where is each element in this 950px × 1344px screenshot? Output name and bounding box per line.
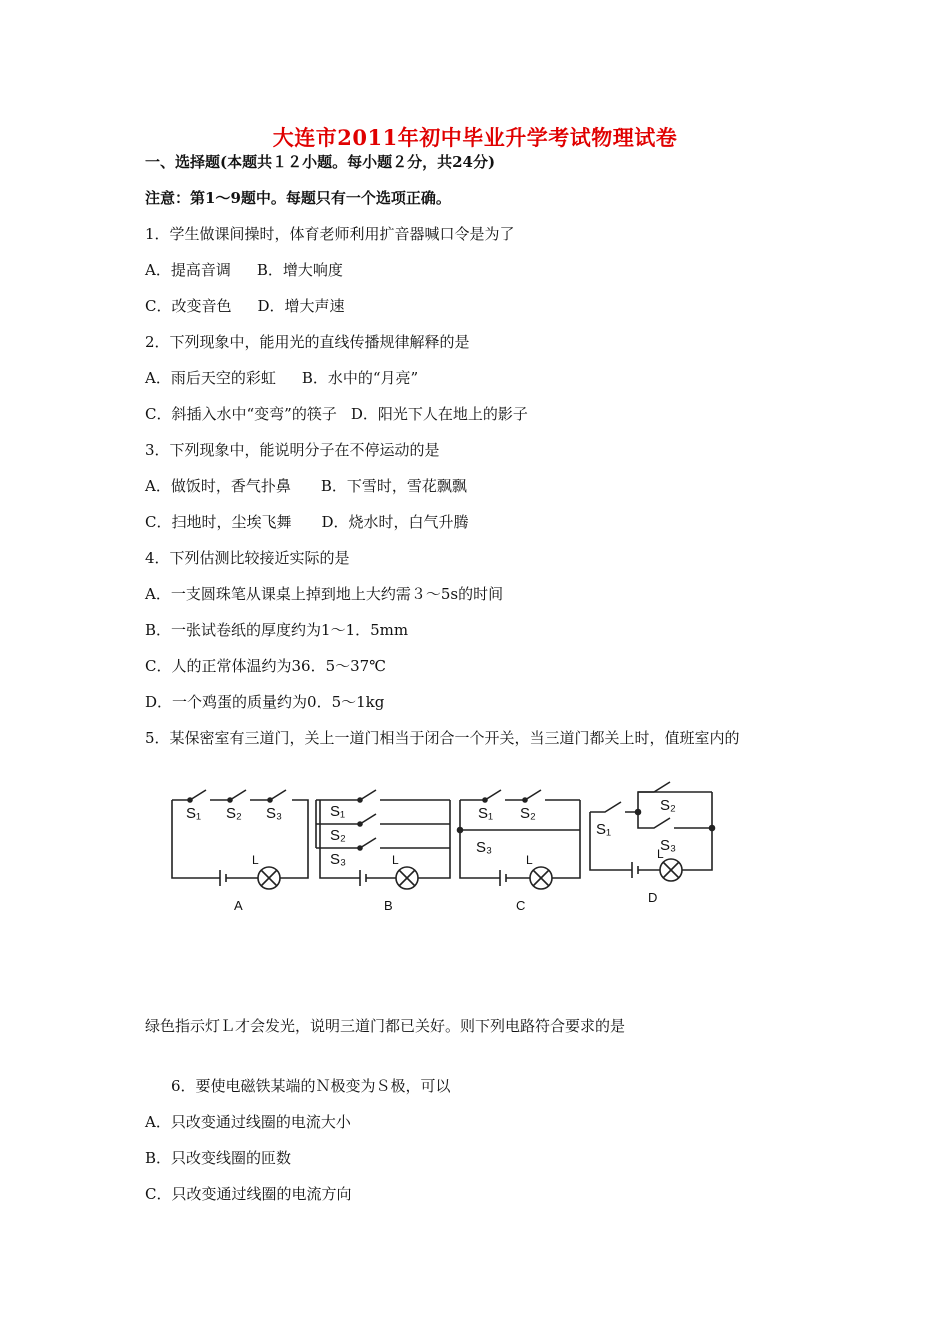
circuit-a-lamp-label: L	[252, 853, 259, 867]
q6-option-c: C．只改变通过线圈的电流方向	[145, 1185, 352, 1203]
q2-options-cd	[145, 404, 528, 424]
q3-option-a: A．做饭时，香气扑鼻	[145, 477, 291, 495]
circuit-c-lamp-label: L	[526, 853, 533, 867]
q1-options-cd	[145, 296, 345, 316]
q4-stem: 4．下列估测比较接近实际的是	[145, 549, 350, 567]
circuit-d	[590, 782, 715, 905]
q6-option-b: B．只改变线圈的匝数	[145, 1149, 292, 1167]
circuit-b-label: B	[384, 898, 393, 913]
q1-options-ab	[145, 260, 343, 280]
circuit-d-s1-label: S₁	[596, 821, 612, 838]
q1-option-a: A．提高音调	[145, 261, 231, 279]
q2-option-c: C．斜插入水中“变弯”的筷子	[145, 405, 337, 423]
circuit-c-s2-label: S₂	[520, 805, 536, 822]
circuit-d-lamp-label: L	[657, 847, 664, 861]
q4-option-a: A．一支圆珠笔从课桌上掉到地上大约需３～5s的时间	[145, 585, 504, 603]
circuit-c	[458, 790, 581, 913]
q2-option-d: D．阳光下人在地上的影子	[350, 405, 528, 423]
q2-option-a: A．雨后天空的彩虹	[145, 369, 276, 387]
q3-option-c: C．扫地时，尘埃飞舞	[145, 513, 292, 531]
q1-option-b: B．增大响度	[256, 261, 343, 279]
circuit-diagrams	[160, 778, 720, 918]
note: 注意：第1～9题中。每题只有一个选项正确。	[145, 189, 451, 207]
circuit-a-label: A	[234, 898, 243, 913]
q1-option-c: C．改变音色	[145, 297, 232, 315]
circuit-c-s1-label: S₁	[478, 805, 494, 822]
exam-title: 大连市2011年初中毕业升学考试物理试卷	[272, 125, 678, 150]
q4-option-b: B．一张试卷纸的厚度约为1～1．5mm	[145, 621, 409, 639]
circuit-d-s2-label: S₂	[660, 797, 676, 814]
q3-options-ab	[145, 476, 467, 496]
circuit-d-label: D	[648, 890, 658, 905]
q4-option-c: C．人的正常体温约为36．5～37℃	[145, 657, 386, 675]
circuit-a-s3-label: S₃	[266, 805, 283, 822]
q2-option-b: B．水中的“月亮”	[301, 369, 419, 387]
q6-stem: 6．要使电磁铁某端的Ｎ极变为Ｓ极，可以	[171, 1077, 451, 1095]
circuit-a-s1-label: S₁	[186, 805, 202, 822]
circuit-c-s3-label: S₃	[476, 839, 493, 856]
q3-stem: 3．下列现象中，能说明分子在不停运动的是	[145, 441, 440, 459]
q4-option-d: D．一个鸡蛋的质量约为0．5～1kg	[145, 693, 385, 711]
q5-continuation: 绿色指示灯Ｌ才会发光，说明三道门都已关好。则下列电路符合要求的是	[145, 1017, 626, 1035]
circuit-b-s3-label: S₃	[330, 851, 347, 868]
circuit-d-s3-label: S₃	[660, 837, 677, 854]
q3-option-d: D．烧水时，白气升腾	[321, 513, 469, 531]
circuit-b	[316, 790, 450, 913]
circuit-b-s1-label: S₁	[330, 803, 346, 820]
q3-options-cd	[145, 512, 469, 532]
section-heading: 一、选择题(本题共１２小题。每小题２分，共24分)	[145, 153, 496, 171]
circuit-b-s2-label: S₂	[330, 827, 346, 844]
q5-stem: 5．某保密室有三道门，关上一道门相当于闭合一个开关，当三道门都关上时，值班室内的	[145, 729, 740, 747]
circuit-a	[172, 790, 308, 913]
q2-stem: 2．下列现象中，能用光的直线传播规律解释的是	[145, 333, 470, 351]
q6-option-a: A．只改变通过线圈的电流大小	[145, 1113, 351, 1131]
circuit-a-s2-label: S₂	[226, 805, 242, 822]
circuit-b-lamp-label: L	[392, 853, 399, 867]
q3-option-b: B．下雪时，雪花飘飘	[320, 477, 467, 495]
q1-option-d: D．增大声速	[257, 297, 345, 315]
q2-options-ab	[145, 368, 418, 388]
circuit-c-label: C	[516, 898, 526, 913]
q1-stem: 1．学生做课间操时，体育老师利用扩音器喊口令是为了	[145, 225, 515, 243]
